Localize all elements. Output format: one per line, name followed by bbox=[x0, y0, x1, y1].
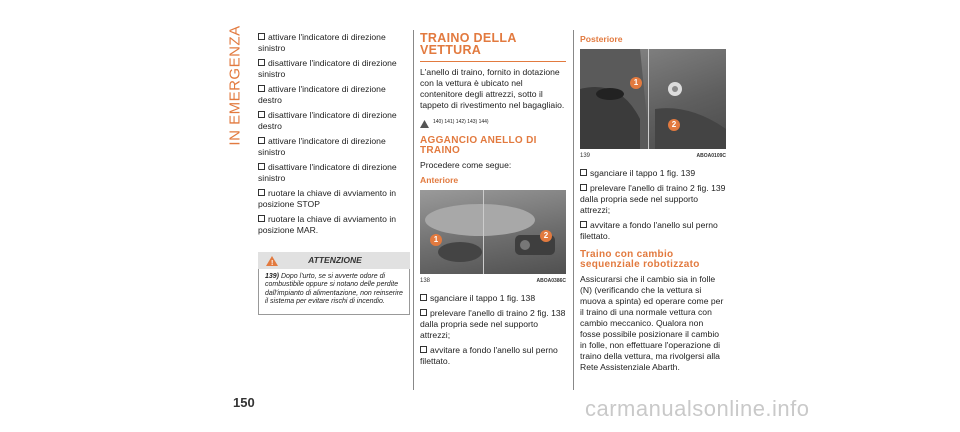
checkbox-icon bbox=[258, 137, 265, 144]
figure-code: ABOA0109C bbox=[696, 153, 726, 159]
warning-text: Dopo l'urto, se si avverte odore di combustibile oppure si notano delle perdite dall'impianto di alimentazione, non reinserire il sistema per evitare rischi di incendio. bbox=[265, 273, 403, 305]
list-item: ruotare la chiave di avviamento in posizione MAR. bbox=[258, 214, 397, 235]
checkbox-icon bbox=[420, 309, 427, 316]
warning-header bbox=[258, 252, 410, 269]
watermark: carmanualsonline.info bbox=[585, 396, 810, 421]
column-divider bbox=[413, 30, 414, 390]
checkbox-icon bbox=[258, 59, 265, 66]
marker-1: 1 bbox=[430, 234, 442, 246]
figure-139 bbox=[580, 49, 726, 149]
subsection-intro: Procedere come segue: bbox=[420, 160, 512, 170]
section-side-label-text: IN EMERGENZA bbox=[226, 24, 244, 146]
figure-139-caption bbox=[580, 151, 726, 162]
warning-title: ATTENZIONE bbox=[308, 255, 362, 265]
list-item: attivare l'indicatore di direzione destro bbox=[258, 84, 386, 105]
warning-triangle-icon bbox=[420, 120, 429, 128]
intro-paragraph: L'anello di traino, fornito in dotazione con la vettura è ubicato nel contenitore degli attrezzi, sotto il tappeto di rivestimento nel bagagliaio. bbox=[420, 67, 565, 110]
checkbox-icon bbox=[420, 294, 427, 301]
figure-138 bbox=[420, 190, 566, 274]
subsection-title: AGGANCIO ANELLO DI TRAINO bbox=[420, 135, 537, 156]
section-side-label bbox=[222, 24, 248, 146]
left-column bbox=[258, 32, 410, 315]
checkbox-icon bbox=[580, 184, 587, 191]
middle-column bbox=[420, 32, 566, 371]
list-item: attivare l'indicatore di direzione sinistro bbox=[258, 136, 386, 157]
warning-refs: 140) 141) 142) 143) 144) bbox=[420, 117, 566, 128]
list-item: avvitare a fondo l'anello sul perno filettato. bbox=[580, 220, 718, 241]
checkbox-icon bbox=[580, 169, 587, 176]
checkbox-icon bbox=[580, 221, 587, 228]
column-divider bbox=[573, 30, 574, 390]
list-item: disattivare l'indicatore di direzione sinistro bbox=[258, 58, 397, 79]
figure-code: ABOA0386C bbox=[536, 278, 566, 284]
list-item: prelevare l'anello di traino 2 fig. 138 dalla propria sede nel supporto attrezzi; bbox=[420, 308, 566, 340]
list-item: disattivare l'indicatore di direzione destro bbox=[258, 110, 397, 131]
figure-number: 138 bbox=[420, 278, 431, 284]
marker-1: 1 bbox=[630, 77, 642, 89]
list-item: sganciare il tappo 1 fig. 138 bbox=[420, 293, 566, 304]
title-rule bbox=[420, 61, 566, 62]
marker-2: 2 bbox=[668, 119, 680, 131]
list-item: attivare l'indicatore di direzione sinistro bbox=[258, 32, 386, 53]
subsection-title: Traino con cambio sequenziale robotizzato bbox=[580, 249, 700, 270]
checkbox-icon bbox=[258, 33, 265, 40]
warning-box bbox=[258, 269, 410, 315]
checkbox-icon bbox=[258, 215, 265, 222]
checkbox-icon bbox=[420, 346, 427, 353]
checkbox-icon bbox=[258, 189, 265, 196]
checkbox-icon bbox=[258, 111, 265, 118]
subhead-rear: Posteriore bbox=[580, 34, 623, 44]
list-item: disattivare l'indicatore di direzione sinistro bbox=[258, 162, 397, 183]
figure-number: 139 bbox=[580, 153, 591, 159]
checkbox-icon bbox=[258, 85, 265, 92]
marker-2: 2 bbox=[540, 230, 552, 242]
list-item: sganciare il tappo 1 fig. 139 bbox=[580, 168, 726, 179]
checkbox-icon bbox=[258, 163, 265, 170]
warning-triangle-icon: ! bbox=[266, 256, 278, 266]
page-number: 150 bbox=[233, 395, 255, 410]
subsection-paragraph: Assicurarsi che il cambio sia in folle (N) (verificando che la vettura si muova a spinta) ed operare come per il traino di una normale vettura con cambio meccanico. Qualora non fosse possibile posizionare il cambio in folle, non effettuare l'operazione di traino della vettura, ma rivolgersi alla Rete Assistenziale Abarth. bbox=[580, 274, 724, 372]
list-item: prelevare l'anello di traino 2 fig. 139 dalla propria sede nel supporto attrezzi; bbox=[580, 183, 726, 215]
subhead-front: Anteriore bbox=[420, 175, 459, 185]
warning-ref: 139) bbox=[265, 273, 280, 280]
figure-139-illustration bbox=[580, 49, 726, 149]
right-column bbox=[580, 32, 726, 377]
list-item: ruotare la chiave di avviamento in posizione STOP bbox=[258, 188, 397, 209]
section-title: TRAINO DELLA VETTURA bbox=[420, 31, 517, 57]
list-item: avvitare a fondo l'anello sul perno filettato. bbox=[420, 345, 558, 366]
figure-138-caption bbox=[420, 276, 566, 287]
